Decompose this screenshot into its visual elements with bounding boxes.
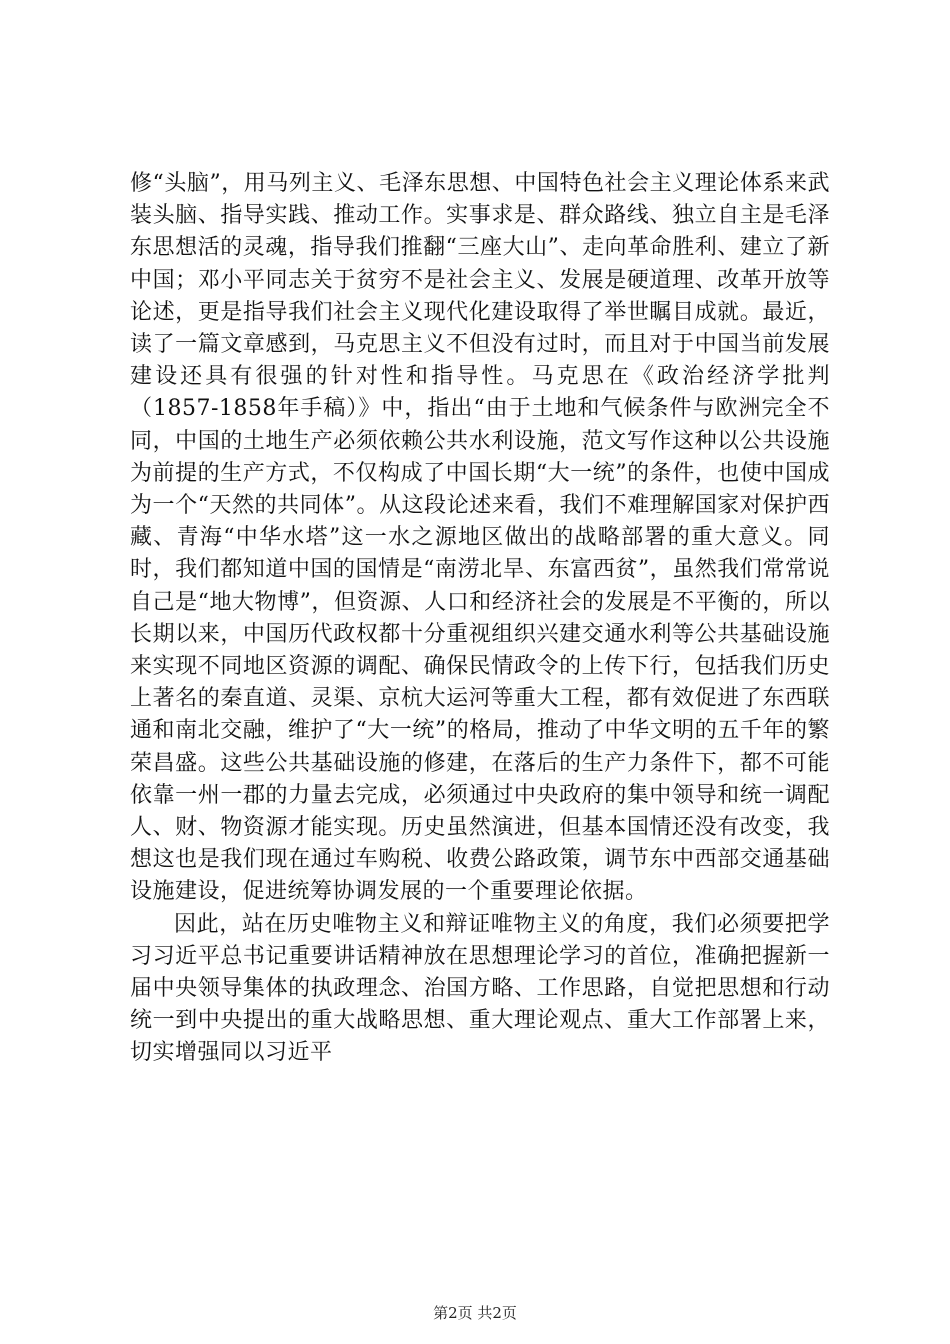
page-footer [0, 1302, 950, 1323]
paragraph-2: 因此，站在历史唯物主义和辩证唯物主义的角度，我们必须要把学习习近平总书记重要讲话精神放在思想理论学习的首位，准确把握新一届中央领导集体的执政理念、治国方略、工作思路，自觉把思想和行动统一到中央提出的重大战略思想、重大理论观点、重大工作部署上来，切实增强同以习近平 [130, 911, 830, 1066]
paragraph-1: 修“头脑”，用马列主义、毛泽东思想、中国特色社会主义理论体系来武装头脑、指导实践、推动工作。实事求是、群众路线、独立自主是毛泽东思想活的灵魂，指导我们推翻“三座大山”、走向革命胜利、建立了新中国；邓小平同志关于贫穷不是社会主义、发展是硬道理、改革开放等论述，更是指导我们社会主义现代化建设取得了举世瞩目成就。最近，读了一篇文章感到，马克思主义不但没有过时，而且对于中国当前发展建设还具有很强的针对性和指导性。马克思在《政治经济学批判（1857-1858年手稿）》中，指出“由于土地和气候条件与欧洲完全不同，中国的土地生产必须依赖公共水利设施，范文写作这种以公共设施为前提的生产方式，不仅构成了中国长期“大一统”的条件，也使中国成为一个“天然的共同体”。从这段论述来看，我们不难理解国家对保护西藏、青海“中华水塔”这一水之源地区做出的战略部署的重大意义。同时，我们都知道中国的国情是“南涝北旱、东富西贫”，虽然我们常常说自己是“地大物博”，但资源、人口和经济社会的发展是不平衡的，所以长期以来，中国历代政权都十分重视组织兴建交通水利等公共基础设施来实现不同地区资源的调配、确保民情政令的上传下行，包括我们历史上著名的秦直道、灵渠、京杭大运河等重大工程，都有效促进了东西联通和南北交融，维护了“大一统”的格局，推动了中华文明的五千年的繁荣昌盛。这些公共基础设施的修建，在落后的生产力条件下，都不可能依靠一州一郡的力量去完成，必须通过中央政府的集中领导和统一调配人、财、物资源才能实现。历史虽然演进，但基本国情还没有改变，我想这也是我们现在通过车购税、收费公路政策，调节东中西部交通基础设施建设，促进统筹协调发展的一个重要理论依据。 [130, 171, 830, 905]
document-body [130, 168, 830, 1070]
page-number-indicator: 第2页 共2页 [433, 1304, 517, 1322]
